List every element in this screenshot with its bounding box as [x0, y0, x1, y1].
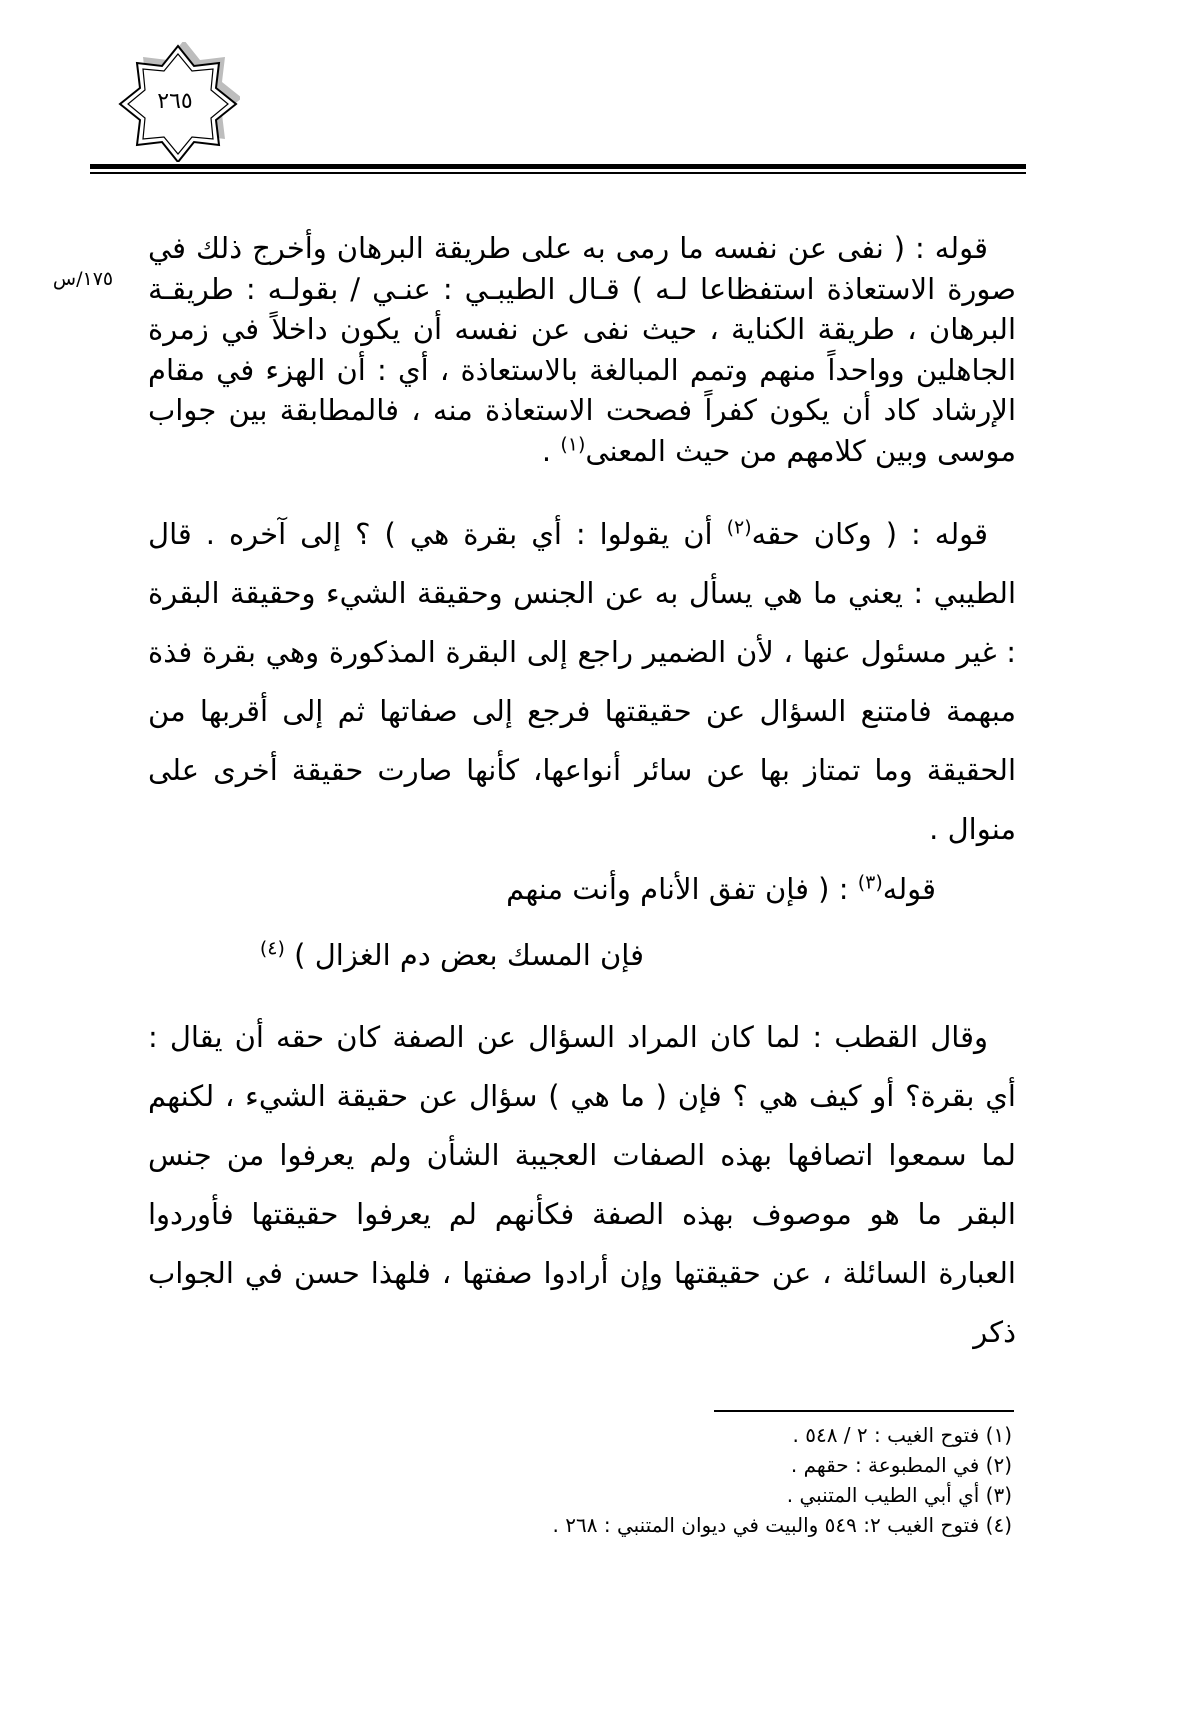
footnote-ref-2: (٢) [726, 516, 752, 539]
footnote-2: (٢) في المطبوعة : حقهم . [790, 1453, 1012, 1477]
paragraph-2 [148, 505, 1016, 859]
page-number: ٢٦٥ [157, 89, 193, 114]
paragraph-1 [148, 228, 1016, 471]
footnote-ref-1: (١) [560, 432, 586, 455]
verse-line-2 [260, 938, 644, 972]
header-rule-thin [90, 172, 1026, 174]
page-number-badge [110, 42, 240, 162]
paragraph-1-end: . [541, 433, 552, 468]
paragraph-3 [148, 1008, 1016, 1362]
header-rule [90, 164, 1026, 169]
paragraph-2-lead: قوله : ( وكان حقه [751, 517, 988, 551]
footnote-ref-4: (٤) [259, 937, 285, 960]
footnote-3: (٣) أي أبي الطيب المتنبي . [786, 1483, 1012, 1507]
paragraph-3-text: وقال القطب : لما كان المراد السؤال عن الصفة كان حقه أن يقال : أي بقرة؟ أو كيف هي ؟ فإن ( ما هي ) سؤال عن حقيقة الشيء ، لكنهم لما سمعوا اتصافها بهذه الصفات العجيبة الشأن ولم يعرفوا من جنس البقر ما هو موصوف بهذه الصفة فكأنهم لم يعرفوا حقيقتها فأوردوا العبارة السائلة ، عن حقيقتها وإن أرادوا صفتها ، فلهذا حسن في الجواب ذكر [148, 1020, 1016, 1349]
verse-line-1 [506, 872, 936, 906]
verse-line-2-text: فإن المسك بعض دم الغزال ) [294, 938, 644, 972]
footnote-1: (١) فتوح الغيب : ٢ / ٥٤٨ . [792, 1423, 1012, 1447]
verse-lead: قوله [882, 872, 936, 906]
footnote-4: (٤) فتوح الغيب ٢: ٥٤٩ والبيت في ديوان المتنبي : ٢٦٨ . [552, 1513, 1012, 1537]
verse-line-1-text: : ( فإن تفق الأنام وأنت منهم [506, 872, 858, 906]
paragraph-2-text: أن يقولوا : أي بقرة هي ) ؟ إلى آخره . قال الطيبي : يعني ما هي يسأل به عن الجنس وحقيقة الشيء وحقيقة البقرة : غير مسئول عنها ، لأن الضمير راجع إلى البقرة المذكورة وهي بقرة فذة مبهمة فامتنع السؤال عن حقيقتها فرجع إلى صفاتها ثم إلى أقربها من الحقيقة وما تمتاز بها عن سائر أنواعها، كأنها صارت حقيقة أخرى على منوال . [148, 517, 1016, 846]
margin-note: ١٧٥/س [52, 268, 114, 290]
paragraph-1-text: قوله : ( نفى عن نفسه ما رمى به على طريقة البرهان وأخرج ذلك في صورة الاستعاذة استفظاعا لـه ) قـال الطيبـي : عنـي / بقولـه : طريقـة البرهان ، طريقة الكناية ، حيث نفى عن نفسه أن يكون داخلاً في زمرة الجاهلين وواحداً منهم وتمم المبالغة بالاستعاذة ، أي : أن الهزء في مقام الإرشاد كاد أن يكون كفراً فصحت الاستعاذة منه ، فالمطابقة بين جواب موسى وبين كلامهم من حيث المعنى [148, 231, 1016, 468]
footnote-ref-3: (٣) [857, 871, 883, 894]
footnote-rule [714, 1410, 1014, 1412]
footnotes [312, 1420, 1012, 1540]
